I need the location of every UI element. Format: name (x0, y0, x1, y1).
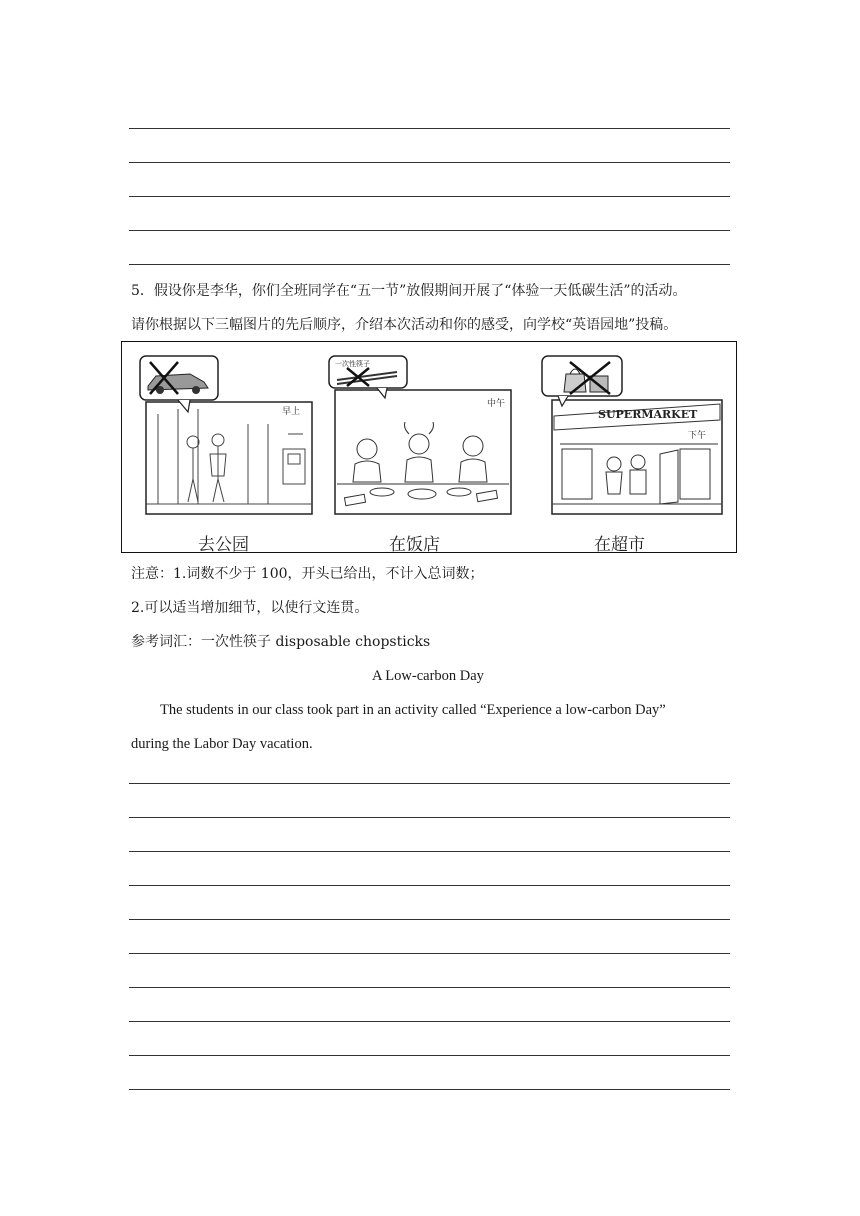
answer-line (129, 885, 730, 886)
answer-line (129, 1021, 730, 1022)
question-line-1: 5．假设你是李华，你们全班同学在“五一节”放假期间开展了“体验一天低碳生活”的活动。 (131, 283, 687, 299)
answer-line (129, 851, 730, 852)
answer-line (129, 264, 730, 265)
panel-supermarket (540, 354, 726, 555)
panel-caption: 去公园 (198, 535, 249, 555)
answer-line (129, 1055, 730, 1056)
panel-park (138, 354, 316, 555)
answer-line (129, 919, 730, 920)
answer-line (129, 817, 730, 818)
answer-line (129, 230, 730, 231)
answer-line (129, 162, 730, 163)
bubble-text: 一次性筷子 (335, 360, 370, 368)
restaurant-illustration (327, 354, 517, 519)
essay-title: A Low-carbon Day (372, 668, 484, 684)
bag-bubble (542, 356, 622, 406)
answer-line (129, 953, 730, 954)
answer-line (129, 1089, 730, 1090)
panel-caption: 在超市 (594, 535, 645, 555)
answer-line (129, 783, 730, 784)
panel-restaurant (327, 354, 517, 555)
time-label: 中午 (487, 399, 506, 409)
essay-opening-line-2: during the Labor Day vacation. (131, 736, 313, 752)
panel-caption: 在饭店 (389, 535, 440, 555)
park-illustration (138, 354, 316, 519)
supermarket-illustration (540, 354, 726, 519)
question-line-2: 请你根据以下三幅图片的先后顺序，介绍本次活动和你的感受，向学校“英语园地”投稿。 (131, 317, 678, 333)
time-label: 下午 (688, 431, 707, 441)
time-label: 早上 (282, 407, 301, 417)
answer-line (129, 196, 730, 197)
answer-line (129, 987, 730, 988)
note-1: 注意：1.词数不少于 100，开头已给出，不计入总词数； (131, 566, 484, 582)
essay-opening-line-1: The students in our class took part in an activity called “Experience a low-carbon Day” (160, 702, 666, 718)
picture-box (121, 341, 737, 553)
vocab-note: 参考词汇：一次性筷子 disposable chopsticks (131, 634, 431, 650)
note-2: 2.可以适当增加细节，以使行文连贯。 (131, 600, 369, 616)
store-sign: SUPERMARKET (598, 408, 698, 421)
car-bubble (140, 356, 218, 412)
answer-line (129, 128, 730, 129)
chopsticks-bubble (329, 356, 407, 398)
